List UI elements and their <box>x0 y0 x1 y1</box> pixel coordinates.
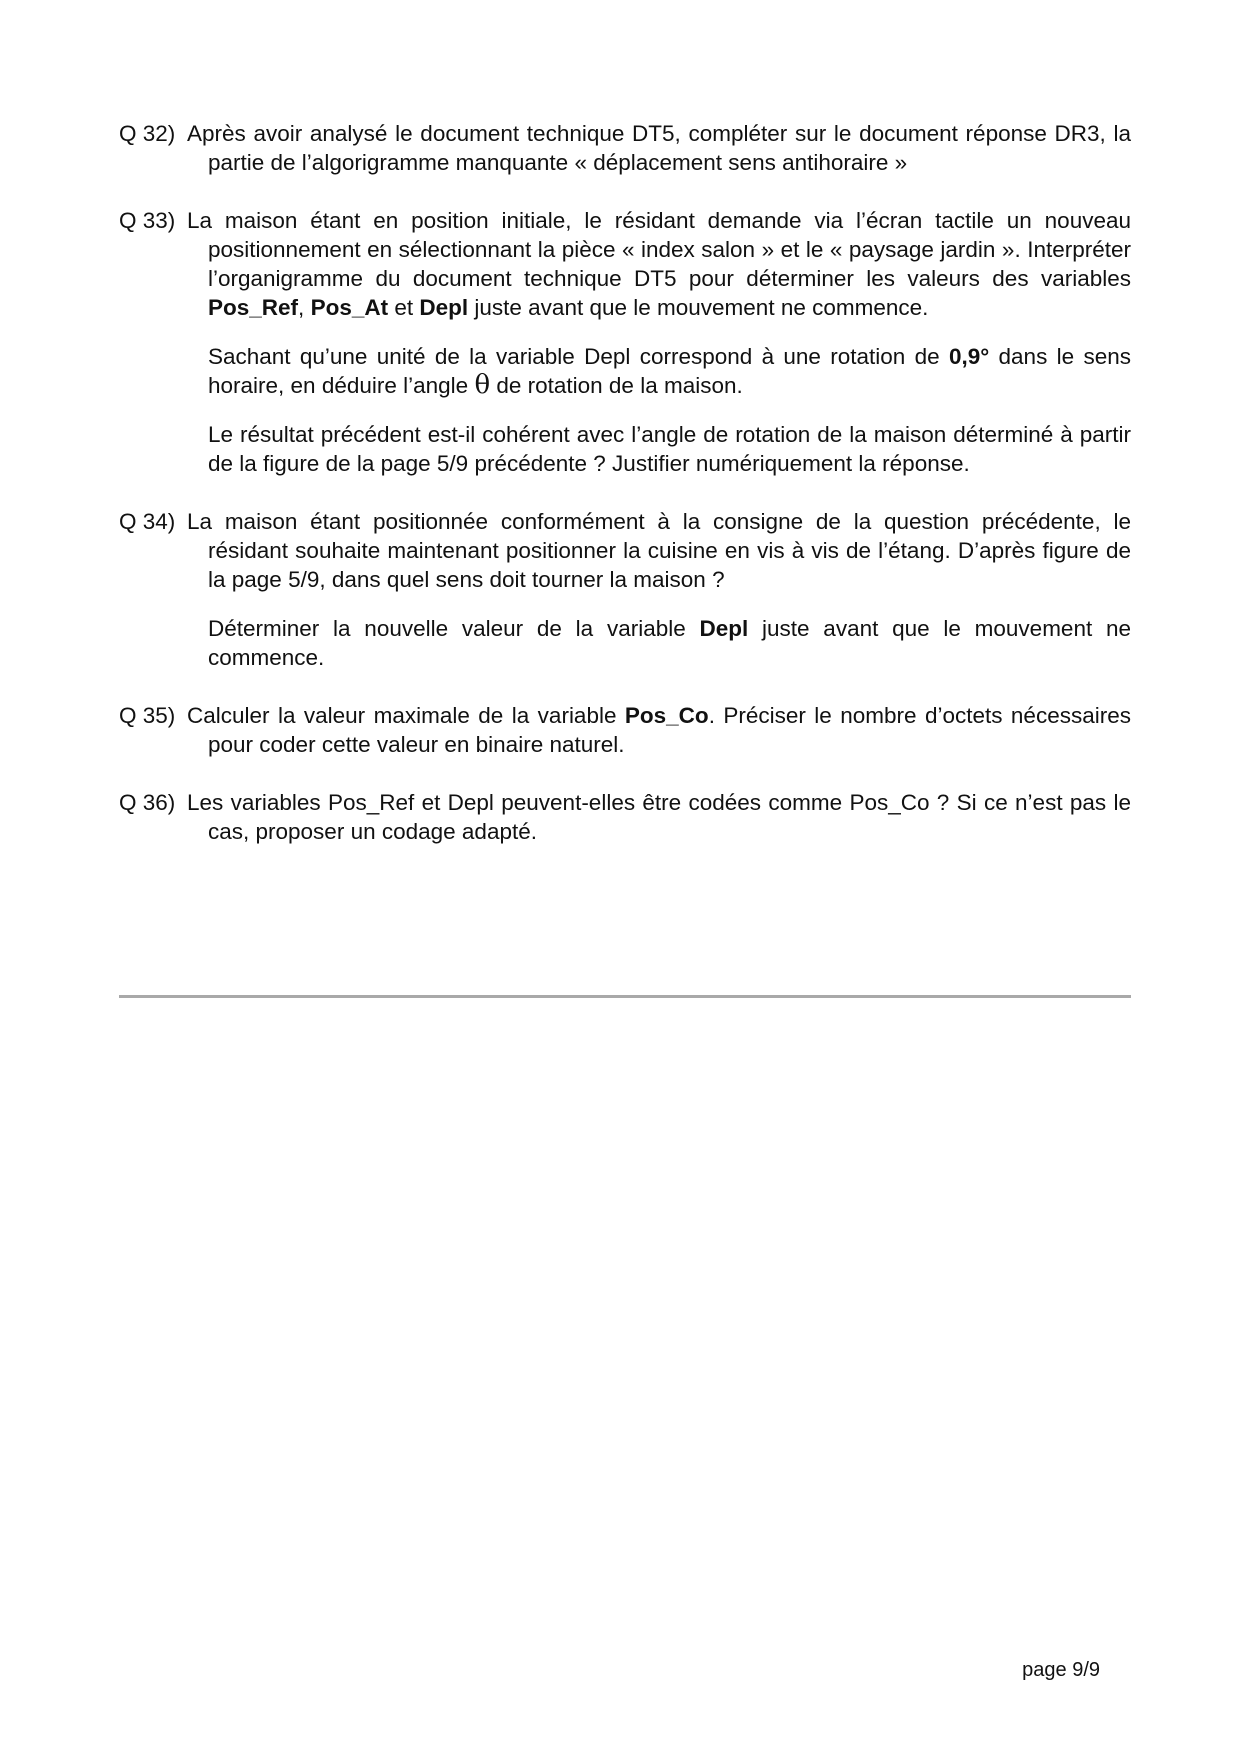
text-run: Sachant qu’une unité de la variable Depl correspond à une rotation de <box>208 344 949 369</box>
text-run: Après avoir analysé le document technique DT5, compléter sur le document réponse DR3, la partie de l’algorigramme manquante « déplacement sens antihoraire » <box>187 121 1131 175</box>
question-number: Q 32) <box>119 121 176 146</box>
question-paragraph <box>208 342 1131 400</box>
text-run: , <box>298 295 311 320</box>
text-run: . Préciser le nombre d’octets nécessaires pour coder cette valeur en binaire naturel. <box>208 703 1131 757</box>
question-3 <box>119 507 1131 672</box>
question-number: Q 36) <box>119 790 176 815</box>
variable-name: Depl <box>419 295 469 320</box>
text-run: et <box>388 295 420 320</box>
variable-name: Pos_At <box>310 295 389 320</box>
question-4 <box>119 701 1131 759</box>
theta-symbol: θ <box>474 370 491 400</box>
question-list <box>119 119 1131 875</box>
question-1 <box>119 119 1131 177</box>
question-number: Q 33) <box>119 208 176 233</box>
question-paragraph <box>187 701 1131 759</box>
page-number: page 9/9 <box>1022 1659 1100 1681</box>
question-paragraph <box>187 206 1131 322</box>
text-run: juste avant que le mouvement ne commence. <box>468 295 929 320</box>
text-run: Déterminer la nouvelle valeur de la variable <box>208 616 700 641</box>
question-paragraph <box>187 507 1131 594</box>
section-divider <box>119 995 1131 998</box>
text-run: Calculer la valeur maximale de la variable <box>187 703 625 728</box>
question-2 <box>119 206 1131 478</box>
text-run: Les variables Pos_Ref et Depl peuvent-elles être codées comme Pos_Co ? Si ce n’est pas le cas, proposer un codage adapté. <box>187 790 1131 844</box>
variable-name: Pos_Co <box>624 703 709 728</box>
text-run: La maison étant en position initiale, le résidant demande via l’écran tactile un nouveau positionnement en sélectionnant la pièce « index salon » et le « paysage jardin ». Interpréter l’organigramme du document technique DT5 pour déterminer les valeurs des variables <box>187 208 1131 291</box>
variable-name: 0,9° <box>948 344 990 369</box>
question-paragraph <box>187 119 1131 177</box>
text-run: juste avant que le mouvement ne commence. <box>208 616 1131 670</box>
variable-name: Pos_Ref <box>208 295 299 320</box>
question-5 <box>119 788 1131 846</box>
text-run: de rotation de la maison. <box>490 373 743 398</box>
question-paragraph <box>208 420 1131 478</box>
variable-name: Depl <box>699 616 749 641</box>
text-run: Le résultat précédent est-il cohérent avec l’angle de rotation de la maison déterminé à partir de la figure de la page 5/9 précédente ? Justifier numériquement la réponse. <box>208 422 1131 476</box>
question-paragraph <box>208 614 1131 672</box>
text-run: La maison étant positionnée conformément à la consigne de la question précédente, le résidant souhaite maintenant positionner la cuisine en vis à vis de l’étang. D’après figure de la page 5/9, dans quel sens doit tourner la maison ? <box>187 509 1131 592</box>
question-number: Q 35) <box>119 703 176 728</box>
question-number: Q 34) <box>119 509 176 534</box>
text-run: dans le sens horaire, en déduire l’angle <box>208 344 1131 398</box>
question-paragraph <box>187 788 1131 846</box>
